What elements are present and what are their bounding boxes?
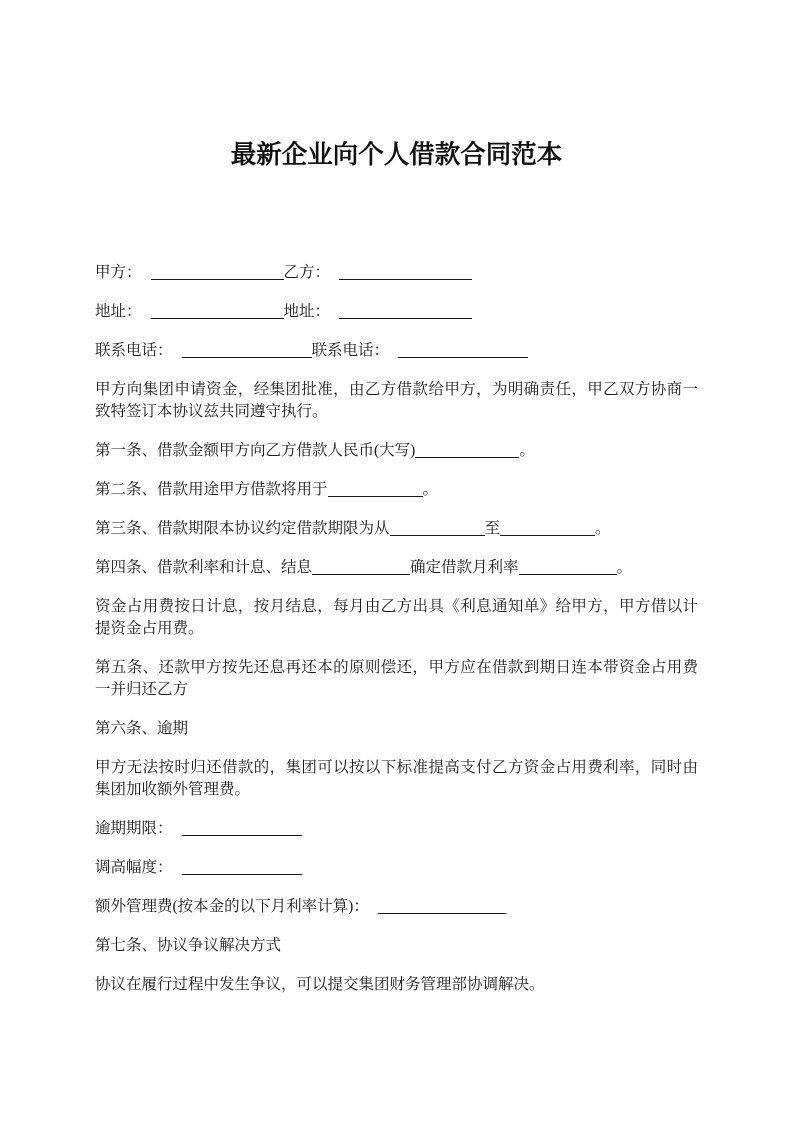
clause-4-period: 。	[616, 559, 633, 576]
document-title: 最新企业向个人借款合同范本	[230, 141, 563, 169]
overdue-term-label: 逾期期限：	[95, 820, 173, 837]
clause-3-text: 第三条、借款期限本协议约定借款期限为从	[95, 520, 390, 537]
clause-7: 第七条、协议争议解决方式	[95, 937, 282, 954]
extra-fee-label: 额外管理费(按本金的以下月利率计算)：	[95, 898, 369, 915]
clause-4-rate-text: 确定借款月利率	[410, 559, 519, 576]
clause-1-amount-blank	[415, 445, 519, 458]
clause-3-end-date-blank	[500, 523, 595, 536]
party-a-phone-blank	[182, 345, 312, 358]
party-address-row	[95, 301, 698, 323]
clause-3-start-date-blank	[390, 523, 485, 536]
clause-3	[95, 518, 698, 540]
clause-2-text: 第二条、借款用途甲方借款将用于	[95, 481, 328, 498]
clause-2-period: 。	[422, 481, 439, 498]
raise-rate-label: 调高幅度：	[95, 859, 173, 876]
party-phone-row	[95, 340, 698, 362]
clause-4-settlement-blank	[312, 562, 410, 575]
clause-1-text: 第一条、借款金额甲方向乙方借款人民币(大写)	[95, 442, 416, 459]
clause-1-period: 。	[519, 442, 535, 459]
interest-note-paragraph: 资金占用费按日计息，按月结息，每月由乙方出具《利息通知单》给甲方，甲方借以计提资金占用费。	[95, 598, 698, 637]
party-a-label: 甲方：	[95, 264, 142, 281]
party-names-row	[95, 262, 698, 284]
party-a-phone-label: 联系电话：	[95, 342, 173, 359]
clause-4-text: 第四条、借款利率和计息、结息	[95, 559, 313, 576]
intro-paragraph: 甲方向集团申请资金，经集团批准，由乙方借款给甲方，为明确责任，甲乙双方协商一致特签订本协议兹共同遵守执行。	[95, 381, 698, 420]
overdue-term-blank	[182, 823, 302, 836]
clause-2	[95, 479, 698, 501]
party-b-phone-blank	[398, 345, 528, 358]
raise-rate-blank	[182, 862, 302, 875]
party-a-address-label: 地址：	[95, 303, 142, 320]
party-b-phone-label: 联系电话：	[311, 342, 390, 359]
party-b-label: 乙方：	[283, 264, 331, 281]
dispute-note-paragraph: 协议在履行过程中发生争议，可以提交集团财务管理部协调解决。	[95, 976, 545, 993]
clause-6: 第六条、逾期	[95, 720, 189, 737]
clause-4	[95, 557, 698, 579]
overdue-term-row	[95, 818, 698, 840]
clause-1	[95, 440, 698, 462]
party-b-name-blank	[339, 267, 472, 280]
clause-3-period: 。	[595, 520, 611, 537]
party-b-address-label: 地址：	[283, 303, 331, 320]
clause-4-rate-blank	[519, 562, 617, 575]
overdue-note-paragraph: 甲方无法按时归还借款的，集团可以按以下标准提高支付乙方资金占用费利率，同时由集团加收额外管理费。	[95, 759, 698, 798]
clause-2-purpose-blank	[328, 484, 423, 497]
party-a-address-blank	[151, 306, 284, 319]
clause-3-to-text: 至	[484, 520, 501, 537]
clause-5: 第五条、还款甲方按先还息再还本的原则偿还，甲方应在借款到期日连本带资金占用费一并归还乙方	[95, 659, 698, 698]
extra-fee-blank	[378, 901, 506, 914]
party-a-name-blank	[151, 267, 284, 280]
raise-rate-row	[95, 857, 698, 879]
party-b-address-blank	[339, 306, 472, 319]
extra-fee-row	[95, 896, 698, 918]
